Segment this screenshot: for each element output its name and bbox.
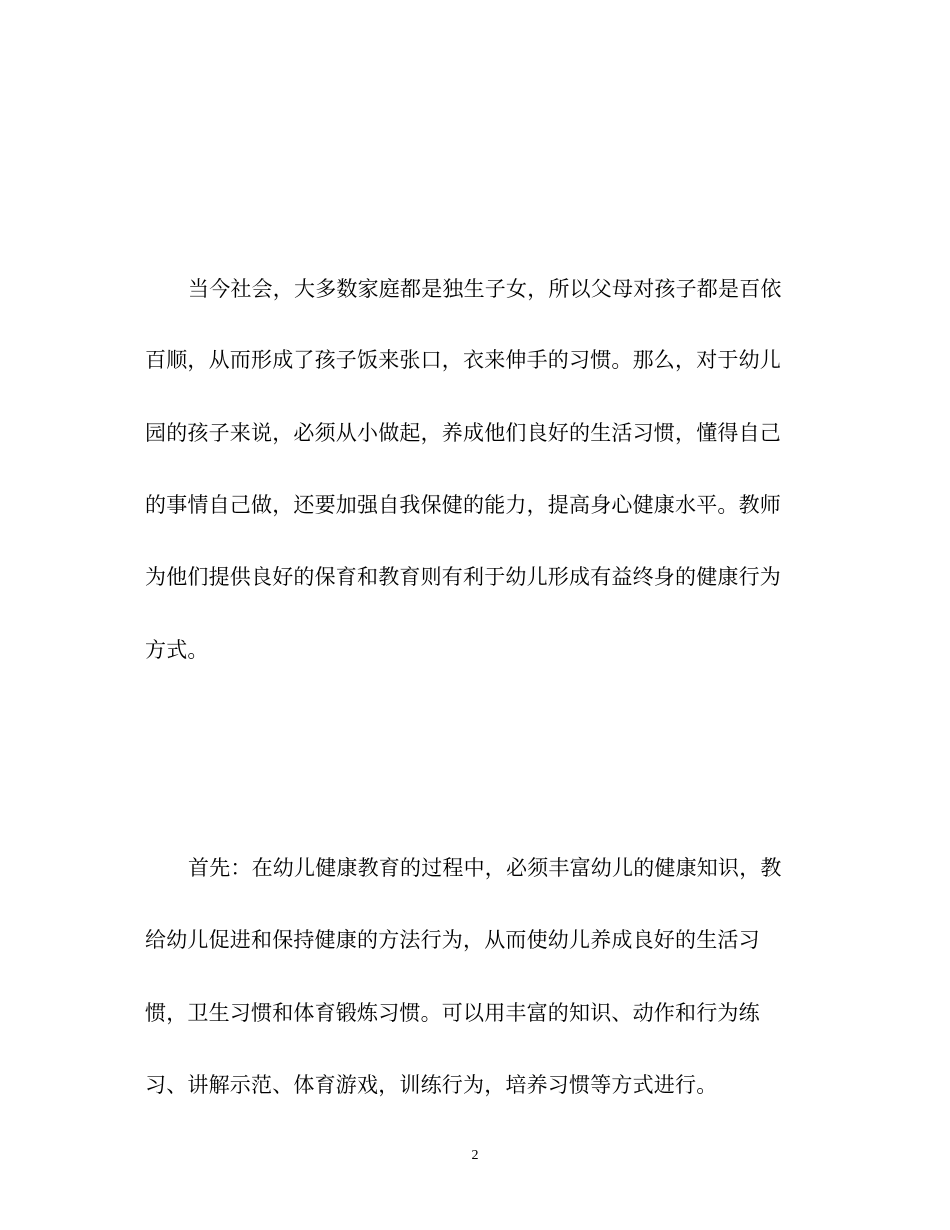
paragraph-line: 习、讲解示范、体育游戏，训练行为，培养习惯等方式进行。 [145, 1073, 718, 1097]
paragraph-line: 方式。 [145, 638, 209, 662]
paragraph-line: 的事情自己做，还要加强自我保健的能力，提高身心健康水平。教师 [145, 493, 781, 517]
page-number: 2 [471, 1148, 479, 1163]
paragraph-line: 当今社会，大多数家庭都是独生子女，所以父母对孩子都是百依 [188, 277, 782, 301]
paragraph-line: 园的孩子来说，必须从小做起，养成他们良好的生活习惯，懂得自己 [145, 421, 781, 445]
paragraph-line: 首先：在幼儿健康教育的过程中，必须丰富幼儿的健康知识，教 [188, 856, 782, 880]
paragraph-line: 为他们提供良好的保育和教育则有利于幼儿形成有益终身的健康行为 [145, 565, 781, 589]
paragraph-line: 惯，卫生习惯和体育锻炼习惯。可以用丰富的知识、动作和行为练 [145, 1001, 760, 1025]
paragraph-line: 百顺，从而形成了孩子饭来张口，衣来伸手的习惯。那么，对于幼儿 [145, 348, 781, 372]
paragraph-line: 给幼儿促进和保持健康的方法行为，从而使幼儿养成良好的生活习 [145, 928, 760, 952]
